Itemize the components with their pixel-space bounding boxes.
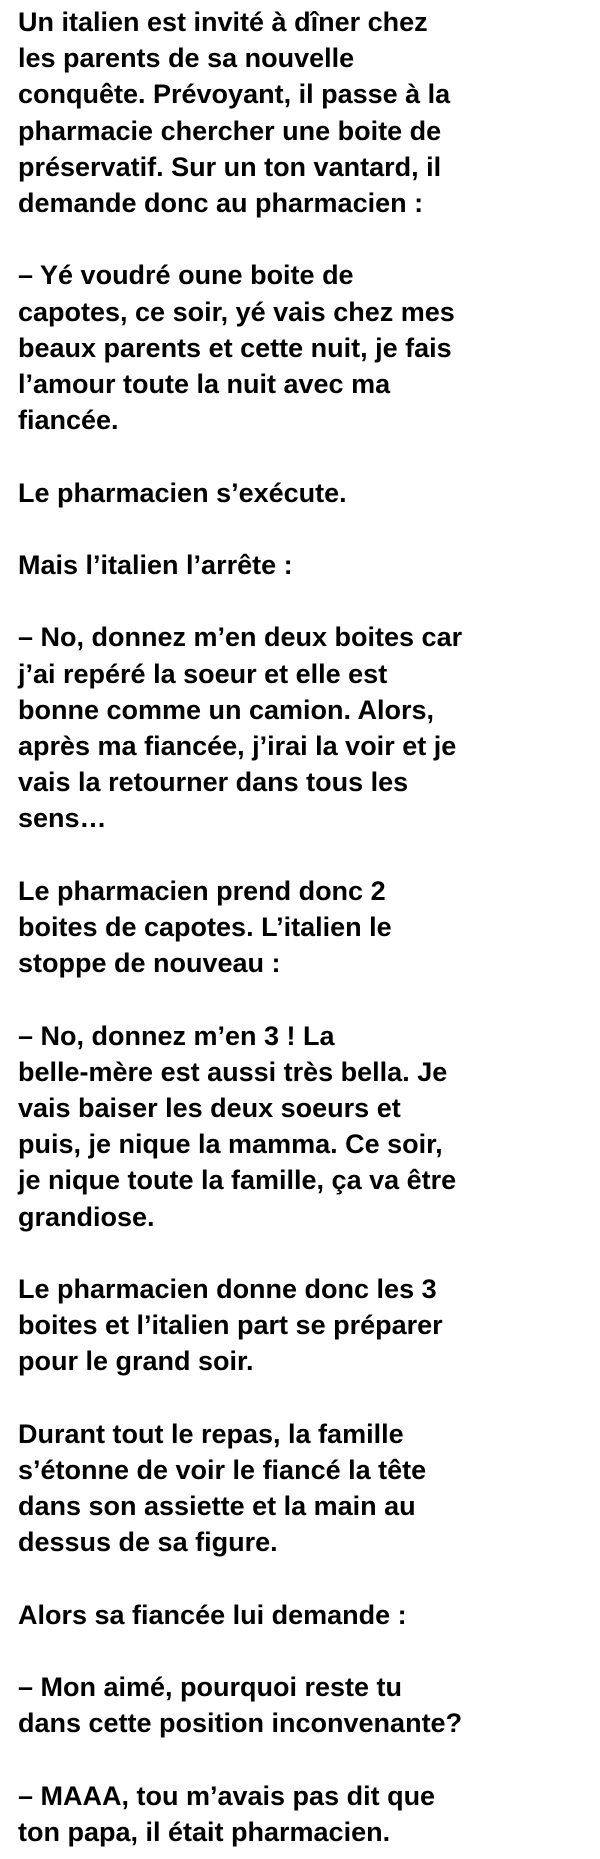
- paragraph-6: Le pharmacien prend donc 2 boites de capotes. L’italien le stoppe de nouveau :: [18, 875, 392, 979]
- paragraph-9: Durant tout le repas, la famille s’étonne de voir le fiancé la tête dans son assiette et la main au dessus de sa figure.: [18, 1418, 427, 1558]
- paragraph-5: – No, donnez m’en deux boites car j’ai repéré la soeur et elle est bonne comme un camion. Alors, après ma fiancée, j’irai la voir et je vais la retourner dans tous les sens…: [18, 622, 463, 834]
- paragraph-8: Le pharmacien donne donc les 3 boites et l’italien part se préparer pour le grand soir.: [18, 1274, 443, 1377]
- paragraph-2: – Yé voudré oune boite de capotes, ce soir, yé vais chez mes beaux parents et cette nuit, je fais l’amour toute la nuit avec ma fiancée.: [18, 260, 455, 436]
- paragraph-3: Le pharmacien s’exécute.: [18, 477, 347, 508]
- paragraph-7: – No, donnez m’en 3 ! La belle-mère est aussi très bella. Je vais baiser les deux soeurs et puis, je nique la mamma. Ce soir, je nique toute la famille, ça va être grandiose.: [18, 1020, 457, 1232]
- paragraph-1: Un italien est invité à dîner chez les parents de sa nouvelle conquête. Prévoyant, il passe à la pharmacie chercher une boite de préservatif. Sur un ton vantard, il demande donc au pharmacien :: [18, 7, 451, 219]
- paragraph-4: Mais l’italien l’arrête :: [18, 550, 293, 580]
- paragraph-10: Alors sa fiancée lui demande :: [18, 1599, 407, 1630]
- paragraph-11: – Mon aimé, pourquoi reste tu dans cette position inconvenante?: [18, 1672, 463, 1739]
- paragraph-12: – MAAA, tou m’avais pas dit que ton papa, il était pharmacien.: [18, 1780, 436, 1847]
